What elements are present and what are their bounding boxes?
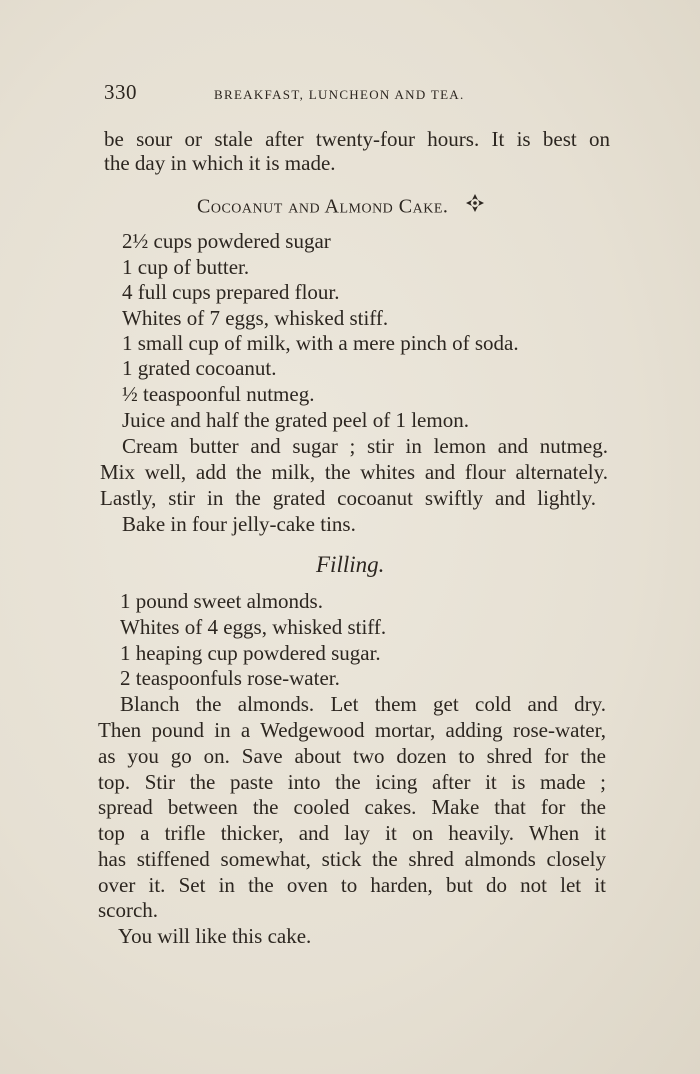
filling-method-line: spread between the cooled cakes. Make that for the	[98, 795, 606, 819]
method-line: Mix well, add the milk, the whites and flour alternately.	[100, 460, 608, 484]
ingredient-line: 1 grated cocoanut.	[122, 356, 277, 380]
ingredient-line: 2½ cups powdered sugar	[122, 229, 331, 253]
ingredient-line: Juice and half the grated peel of 1 lemon.	[122, 408, 469, 432]
filling-method-line: top. Stir the paste into the icing after it is made ;	[98, 770, 606, 794]
running-head: BREAKFAST, LUNCHEON AND TEA.	[214, 87, 465, 102]
method-line: Cream butter and sugar ; stir in lemon and nutmeg.	[122, 434, 608, 458]
filling-ingredient-line: 1 heaping cup powdered sugar.	[120, 641, 381, 665]
filling-method-line: scorch.	[98, 898, 159, 922]
filling-method-line: top a trifle thicker, and lay it on heavily. When it	[98, 821, 606, 845]
method-line: Bake in four jelly-cake tins.	[122, 512, 356, 536]
filling-method-line: has stiffened somewhat, stick the shred almonds closely	[98, 847, 606, 871]
method-line: Lastly, stir in the grated cocoanut swiftly and lightly.	[100, 486, 596, 510]
ingredient-line: Whites of 7 eggs, whisked stiff.	[122, 306, 389, 330]
ingredient-line: ½ teaspoonful nutmeg.	[122, 382, 315, 406]
closing-line: You will like this cake.	[118, 924, 312, 948]
filling-ingredient-line: 1 pound sweet almonds.	[120, 589, 323, 613]
ingredient-line: 1 small cup of milk, with a mere pinch of soda.	[122, 331, 519, 355]
recipe-title-text: Cocoanut and Almond Cake.	[197, 195, 449, 218]
filling-title: Filling.	[316, 552, 385, 577]
intro-line-2: the day in which it is made.	[104, 151, 336, 175]
maltese-cross-icon	[464, 192, 486, 220]
intro-line-1: be sour or stale after twenty-four hours. It is best on	[104, 127, 610, 151]
filling-method-line: as you go on. Save about two dozen to shred for the	[98, 744, 606, 768]
filling-method-line: Then pound in a Wedgewood mortar, adding rose-water,	[98, 718, 606, 742]
filling-ingredient-line: 2 teaspoonfuls rose-water.	[120, 666, 340, 690]
filling-method-line: over it. Set in the oven to harden, but do not let it	[98, 873, 606, 897]
filling-ingredient-line: Whites of 4 eggs, whisked stiff.	[120, 615, 387, 639]
ingredient-line: 4 full cups prepared flour.	[122, 280, 340, 304]
ingredient-line: 1 cup of butter.	[122, 255, 250, 279]
page-header	[104, 80, 609, 110]
filling-method-line: Blanch the almonds. Let them get cold and dry.	[120, 692, 606, 716]
recipe-title	[197, 194, 486, 222]
page-number: 330	[104, 80, 137, 104]
